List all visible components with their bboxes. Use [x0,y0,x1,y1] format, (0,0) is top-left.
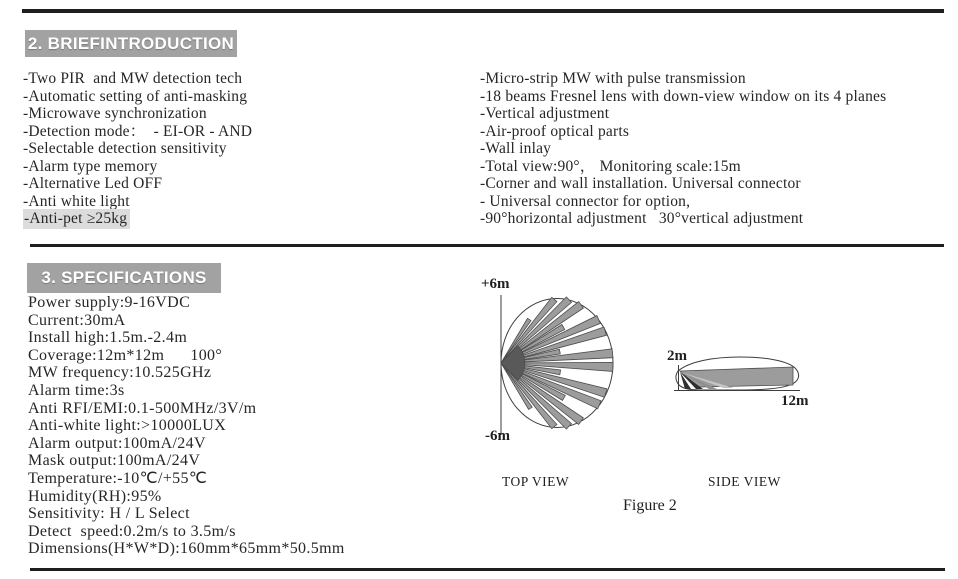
top-view-minus-6m-label: -6m [485,428,510,444]
spec-item: Anti-white light:>10000LUX [28,417,227,435]
intro-item: -90°horizontal adjustment 30°vertical adjustment [480,210,804,227]
spec-item: Alarm time:3s [28,381,125,399]
intro-item: -Selectable detection sensitivity [23,140,227,157]
anti-pet-highlight: -Anti-pet ≥25kg [23,209,130,229]
intro-item: -Wall inlay [480,140,552,157]
intro-item: -Air-proof optical parts [480,122,630,140]
side-view-12m-label: 12m [781,393,809,409]
intro-item: -Anti white light [23,192,130,210]
intro-item: -Total view:90°， Monitoring scale:15m [480,157,741,175]
intro-item: - Universal connector for option, [480,192,691,210]
spec-item: Alarm output:100mA/24V [28,434,206,452]
intro-item: -Detection mode： - EI-OR - AND [23,122,253,140]
spec-list [28,294,345,558]
intro-item: -Automatic setting of anti-masking [23,87,248,105]
section-divider [30,244,944,247]
side-view-2m-label: 2m [667,348,687,364]
spec-item: Mask output:100mA/24V [28,452,201,470]
spec-item: Humidity(RH):95% [28,487,162,505]
spec-item: Power supply:9-16VDC [28,294,191,311]
intro-item: -Microwave synchronization [23,105,207,122]
intro-item: -Vertical adjustment [480,105,610,122]
intro-item-highlighted [23,210,252,228]
intro-item: -Corner and wall installation. Universal connector [480,175,801,192]
intro-item: -Two PIR and MW detection tech [23,70,243,87]
spec-item: Dimensions(H*W*D):160mm*65mm*50.5mm [28,540,345,558]
intro-right-column [480,70,886,228]
spec-item: Current:30mA [28,311,126,329]
spec-item: Anti RFI/EMI:0.1-500MHz/3V/m [28,399,257,417]
section-3-header: 3. SPECIFICATIONS [27,263,221,293]
spec-item: MW frequency:10.525GHz [28,364,212,382]
figure-2 [460,268,860,520]
side-view-caption: SIDE VIEW [708,474,781,489]
spec-item: Temperature:-10℃/+55℃ [28,469,208,487]
section-2-header: 2. BRIEFINTRODUCTION [25,30,237,57]
spec-item: Install high:1.5m.-2.4m [28,329,188,347]
bottom-divider [30,568,945,571]
intro-item: -Alternative Led OFF [23,175,163,192]
top-divider [22,9,944,13]
intro-item: -Alarm type memory [23,157,158,175]
intro-item: -Micro-strip MW with pulse transmission [480,70,746,87]
top-view-caption: TOP VIEW [502,474,570,489]
intro-item: -18 beams Fresnel lens with down-view window on its 4 planes [480,87,887,105]
top-view-plus-6m-label: +6m [481,276,510,292]
side-view-main-beam [680,367,793,387]
spec-item: Coverage:12m*12m 100° [28,346,223,364]
top-view-core-wedge [501,346,525,381]
spec-item: Sensitivity: H / L Select [28,505,190,523]
intro-left-column [23,70,252,228]
figure-caption: Figure 2 [623,497,677,514]
spec-item: Detect speed:0.2m/s to 3.5m/s [28,522,236,540]
